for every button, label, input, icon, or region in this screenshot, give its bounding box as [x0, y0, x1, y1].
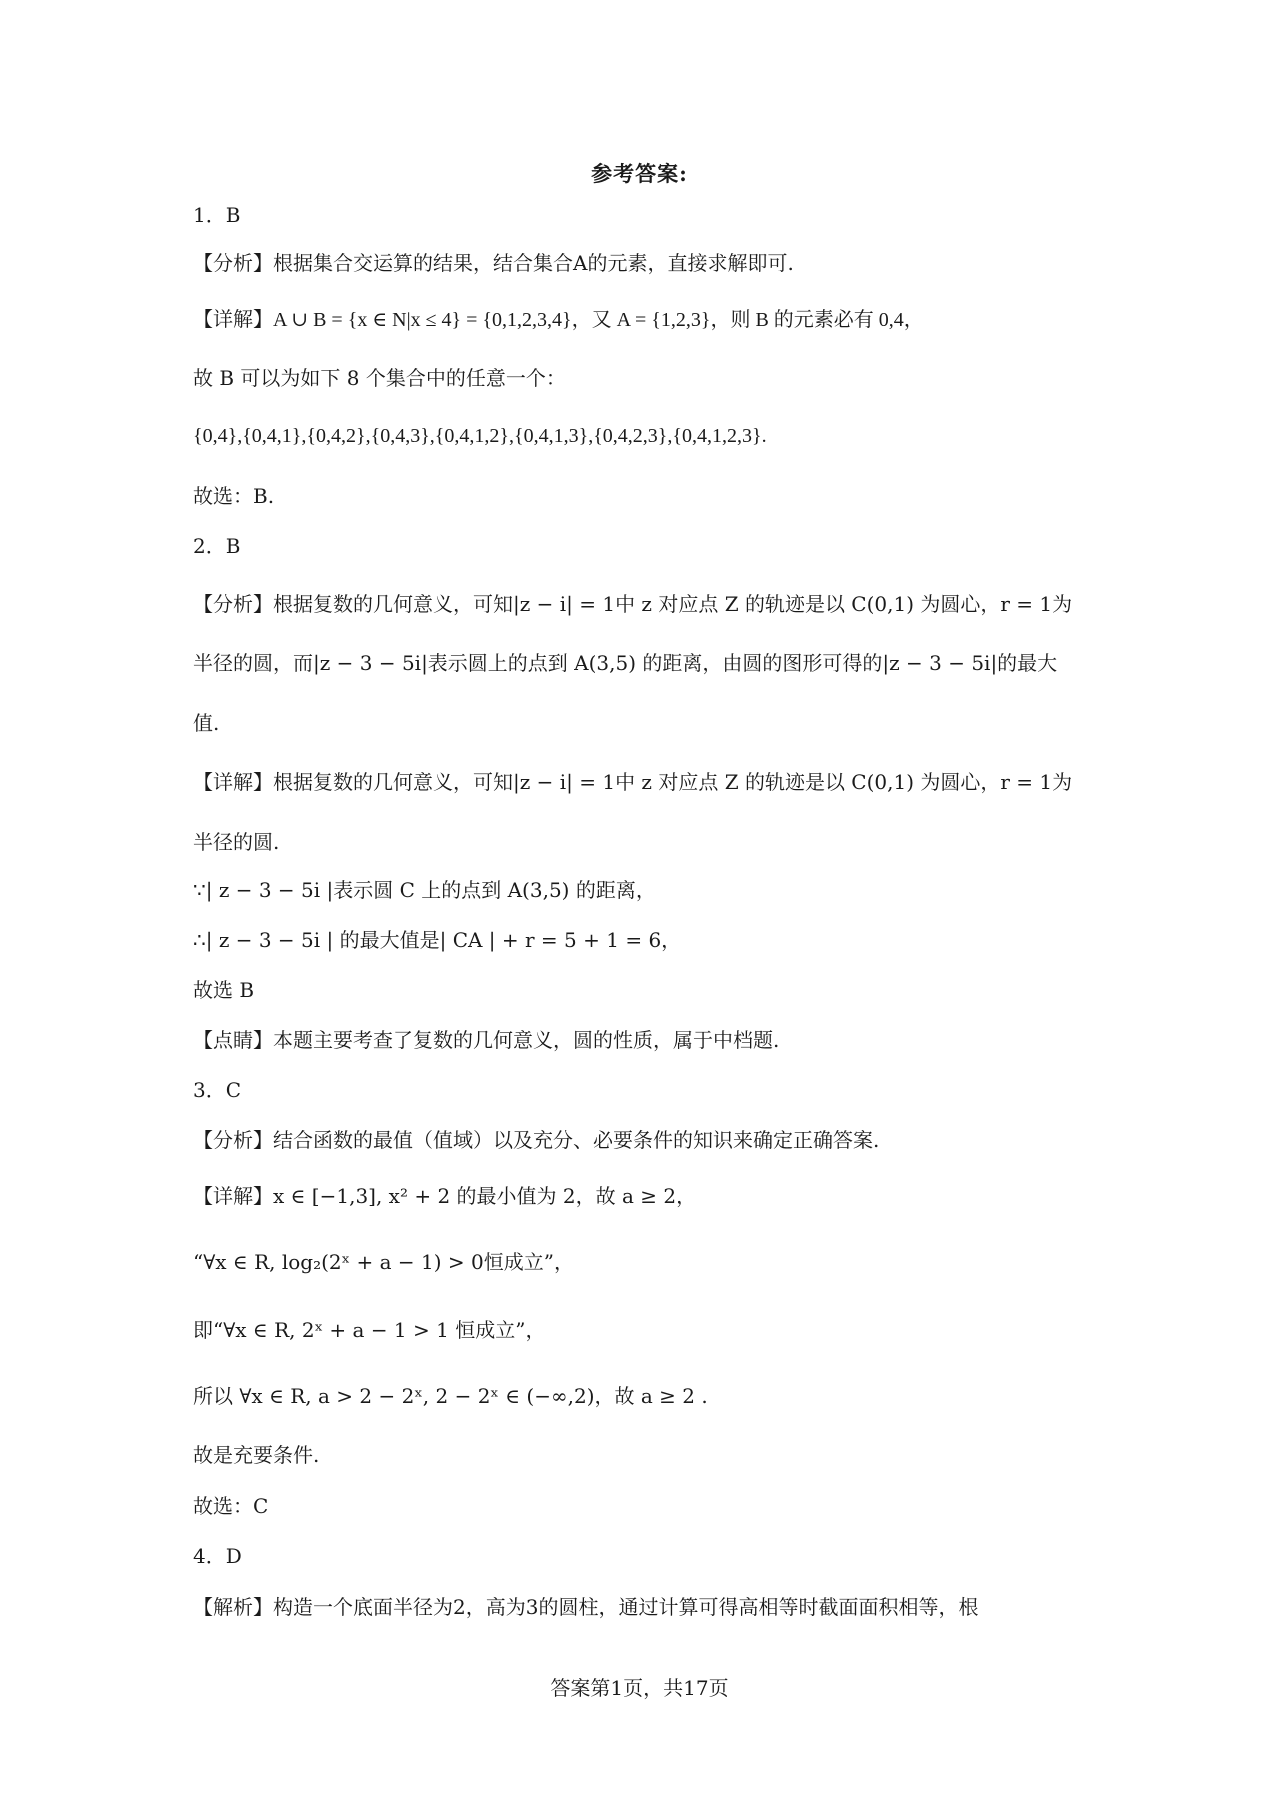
question-2-because: ∵| z − 3 − 5i |表示圆 C 上的点到 A(3,5) 的距离， [193, 878, 656, 902]
question-3-number: 3．C [193, 1078, 242, 1102]
question-3-detail-2: “∀x ∈ R, log₂(2ˣ + a − 1) > 0恒成立”， [193, 1250, 574, 1274]
question-2-comment: 【点睛】本题主要考查了复数的几何意义，圆的性质，属于中档题. [193, 1028, 780, 1052]
question-2-detail-2: 半径的圆. [193, 830, 280, 854]
question-1-sets: {0,4},{0,4,1},{0,4,2},{0,4,3},{0,4,1,2},{0,4,1,3},{0,4,2,3},{0,4,1,2,3}. [193, 425, 767, 447]
question-3-answer: 故选：C [193, 1494, 269, 1518]
question-1-analysis: 【分析】根据集合交运算的结果，结合集合A的元素，直接求解即可. [193, 251, 794, 275]
page-title: 参考答案: [591, 161, 688, 186]
question-2-number: 2．B [193, 534, 241, 558]
question-3-detail-3: 即“∀x ∈ R, 2ˣ + a − 1 > 1 恒成立”， [193, 1318, 546, 1342]
question-2-answer: 故选 B [193, 978, 255, 1002]
question-2-analysis-2: 半径的圆，而|z − 3 − 5i|表示圆上的点到 A(3,5) 的距离，由圆的图形可得的|z − 3 − 5i|的最大 [193, 651, 1058, 675]
question-3-detail: 【详解】x ∈ [−1,3], x² + 2 的最小值为 2，故 a ≥ 2， [193, 1184, 697, 1208]
question-3-conclusion: 故是充要条件. [193, 1443, 320, 1467]
question-4-solution: 【解析】构造一个底面半径为2，高为3的圆柱，通过计算可得高相等时截面面积相等，根 [193, 1595, 979, 1619]
question-3-detail-4: 所以 ∀x ∈ R, a > 2 − 2ˣ, 2 − 2ˣ ∈ (−∞,2)，故 a ≥ 2 . [193, 1384, 708, 1408]
question-2-analysis: 【分析】根据复数的几何意义，可知|z − i| = 1中 z 对应点 Z 的轨迹是以 C(0,1) 为圆心，r = 1为 [193, 592, 1073, 616]
question-1-number: 1．B [193, 203, 241, 227]
question-1-detail-2: 故 B 可以为如下 8 个集合中的任意一个： [193, 366, 566, 390]
question-1-detail: 【详解】A ∪ B = {x ∈ N|x ≤ 4} = {0,1,2,3,4}，又 A = {1,2,3}，则 B 的元素必有 0,4， [193, 309, 924, 331]
question-4-number: 4．D [193, 1544, 242, 1568]
page-footer: 答案第1页，共17页 [550, 1676, 729, 1700]
question-2-therefore: ∴| z − 3 − 5i | 的最大值是| CA | + r = 5 + 1 = 6， [193, 928, 682, 952]
question-3-analysis: 【分析】结合函数的最值（值域）以及充分、必要条件的知识来确定正确答案. [193, 1128, 880, 1152]
question-2-analysis-3: 值. [193, 711, 220, 735]
question-2-detail: 【详解】根据复数的几何意义，可知|z − i| = 1中 z 对应点 Z 的轨迹是以 C(0,1) 为圆心，r = 1为 [193, 770, 1073, 794]
question-1-answer: 故选：B. [193, 484, 275, 508]
